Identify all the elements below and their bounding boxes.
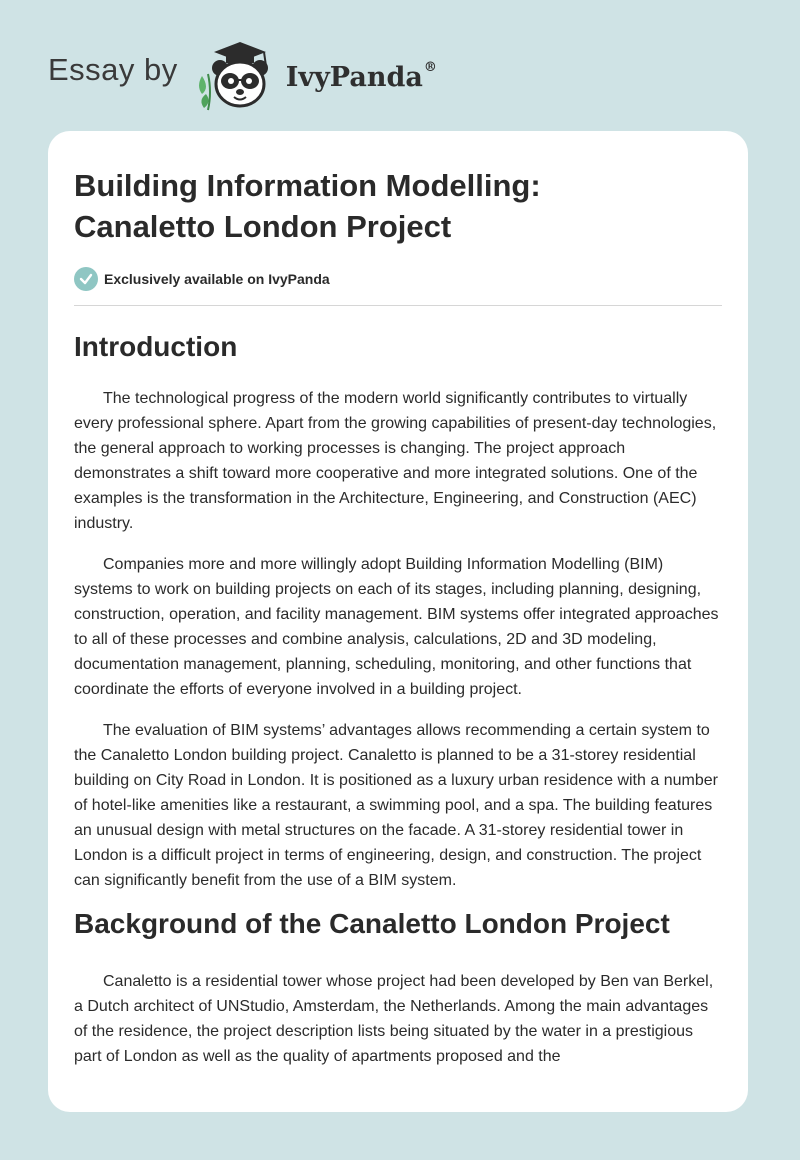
article-title: Building Information Modelling: Canaletto London Project: [74, 168, 541, 244]
exclusive-badge: [74, 267, 722, 291]
brand-prefix: Essay by: [48, 52, 178, 87]
registered-mark: ®: [423, 59, 437, 75]
paragraph: The technological progress of the modern world significantly contributes to virtually every professional sphere. Apart from the growing capabilities of present-day technologies, the general approach to working processes is changing. The project approach demonstrates a shift toward more cooperative and more integrated solutions. One of the examples is the transformation in the Architecture, Engineering, and Construction (AEC) industry.: [74, 390, 717, 532]
divider: [74, 305, 722, 306]
panda-logo-icon: [188, 36, 280, 112]
paragraph: The evaluation of BIM systems’ advantages allows recommending a certain system to the Canaletto London building project. Canaletto is planned to be a 31-storey residential building on City Road in London. It is positioned as a luxury urban residence with a number of hotel-like amenities like a restaurant, a swimming pool, and a spa. The building features an unusual design with metal structures on the facade. A 31-storey residential tower in London is a difficult project in terms of engineering, design, and construction. The project can significantly benefit from the use of a BIM system.: [74, 722, 718, 889]
section-heading: Introduction: [74, 331, 238, 362]
section-introduction: [74, 328, 722, 893]
section-heading: Background of the Canaletto London Project: [74, 908, 670, 939]
paragraph: Canaletto is a residential tower whose project had been developed by Ben van Berkel, a Dutch architect of UNStudio, Amsterdam, the Netherlands. Among the main advantages of the residence, the project description lists being situated by the water in a prestigious part of London as well as the quality of apartments proposed and the: [74, 973, 714, 1065]
check-circle-icon: [74, 267, 98, 291]
section-background: [74, 905, 722, 1069]
paragraph: Companies more and more willingly adopt Building Information Modelling (BIM) systems to work on building projects on each of its stages, including planning, designing, construction, operation, and facility management. BIM systems offer integrated approaches to all of these processes and combine analysis, calculations, 2D and 3D modeling, documentation management, planning, scheduling, monitoring, and other functions that coordinate the efforts of everyone involved in a building project.: [74, 556, 719, 698]
brand-header: [48, 34, 437, 114]
article-card: [48, 131, 748, 1112]
exclusive-label: Exclusively available on IvyPanda: [104, 271, 330, 287]
brand-name: IvyPanda®: [285, 59, 437, 93]
